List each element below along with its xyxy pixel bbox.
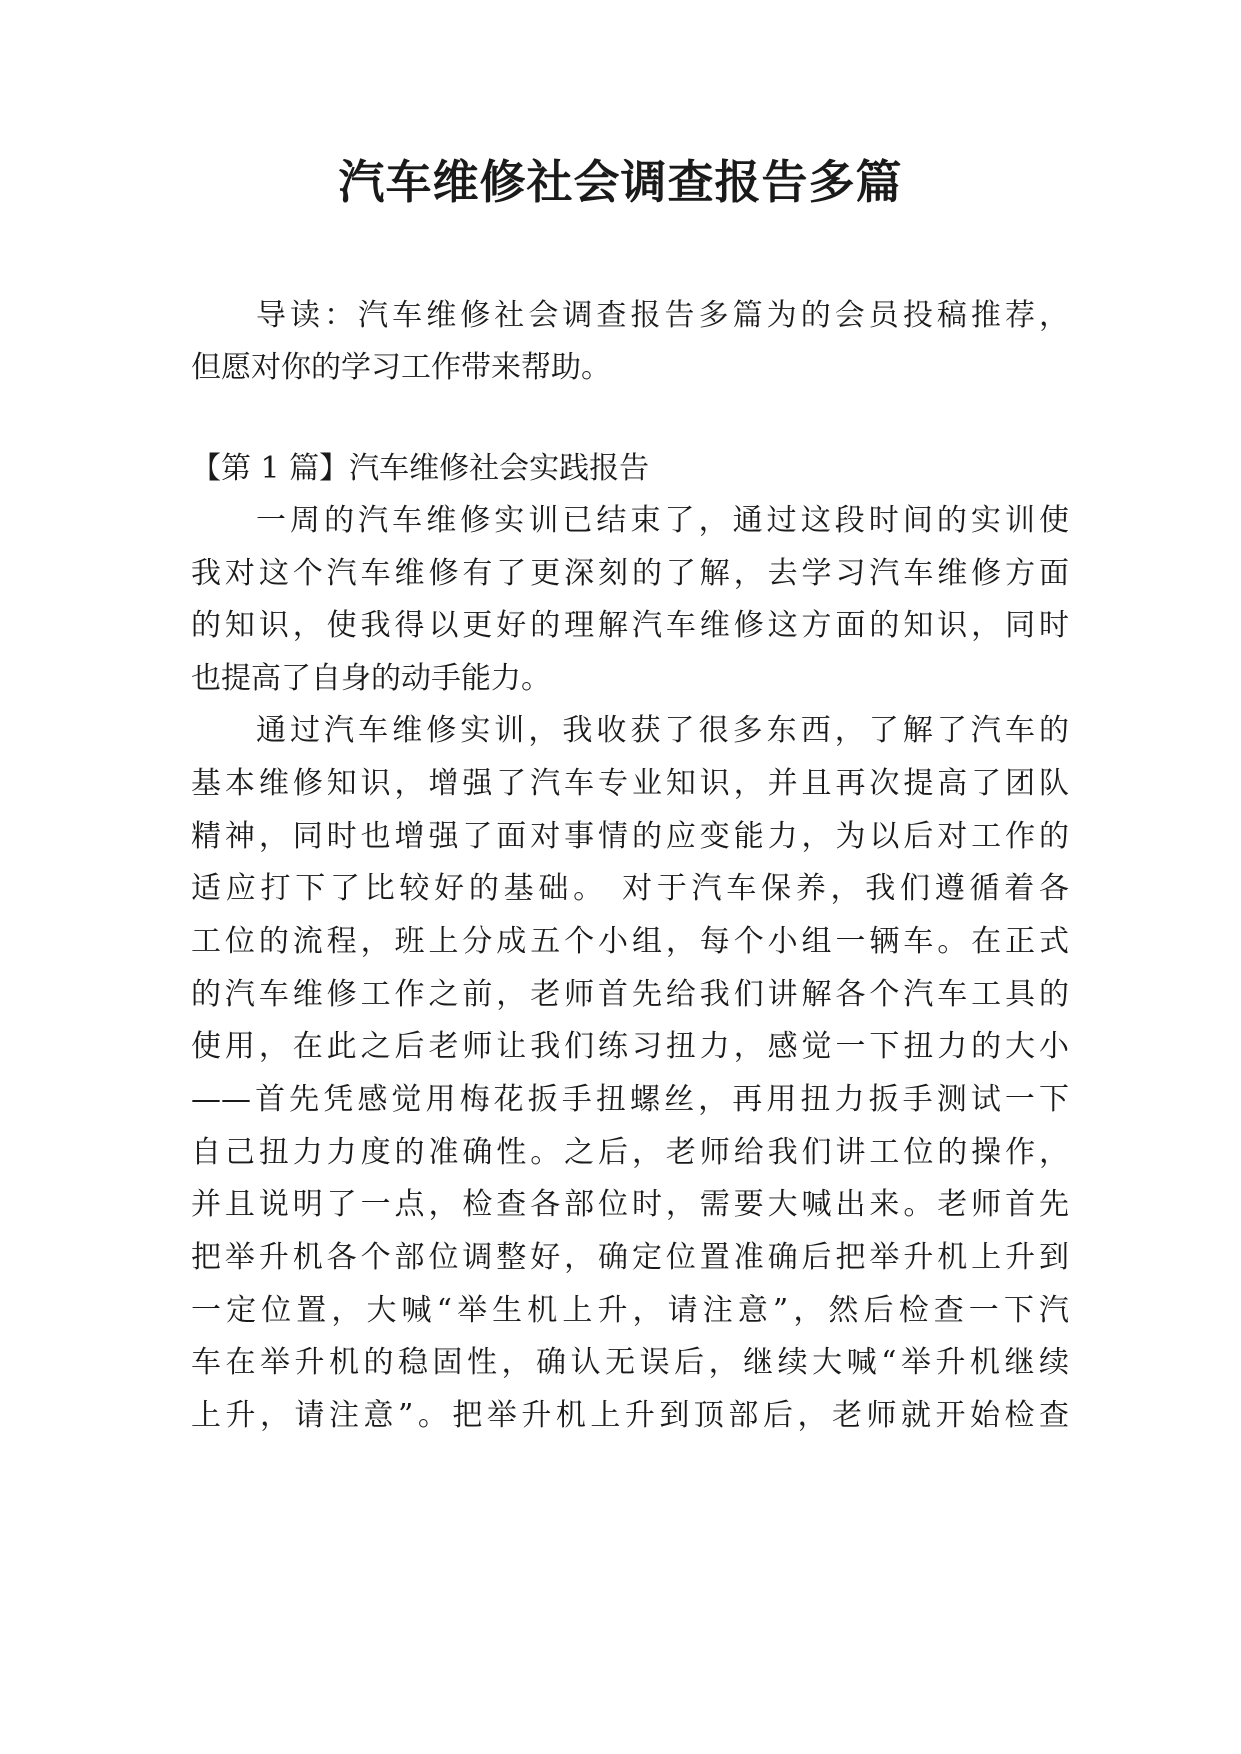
body-line: 并且说明了一点，检查各部位时，需要大喊出来。老师首先 [191, 1187, 1069, 1222]
document-title: 汽车维修社会调查报告多篇 [338, 155, 903, 209]
body-line: 基本维修知识，增强了汽车专业知识，并且再次提高了团队 [191, 766, 1069, 801]
body-line: 也提高了自身的动手能力。 [191, 661, 551, 696]
intro-line: 但愿对你的学习工作带来帮助。 [191, 350, 611, 385]
body-line: 的汽车维修工作之前，老师首先给我们讲解各个汽车工具的 [191, 977, 1069, 1012]
intro-line: 导读：汽车维修社会调查报告多篇为的会员投稿推荐， [256, 298, 1069, 333]
body-line: 一周的汽车维修实训已结束了，通过这段时间的实训使 [256, 503, 1069, 538]
body-line: 精神，同时也增强了面对事情的应变能力，为以后对工作的 [191, 819, 1069, 854]
body-line: 自己扭力力度的准确性。之后，老师给我们讲工位的操作， [191, 1135, 1069, 1170]
body-line: 通过汽车维修实训，我收获了很多东西，了解了汽车的 [256, 713, 1069, 748]
body-line: 我对这个汽车维修有了更深刻的了解，去学习汽车维修方面 [191, 556, 1069, 591]
body-line: 适应打下了比较好的基础。 对于汽车保养，我们遵循着各 [191, 871, 1069, 906]
body-line: 上升，请注意”。把举升机上升到顶部后，老师就开始检查 [191, 1398, 1069, 1433]
body-line: 车在举升机的稳固性，确认无误后，继续大喊“举升机继续 [191, 1345, 1069, 1380]
body-line: 一定位置，大喊“举生机上升，请注意”，然后检查一下汽 [191, 1293, 1069, 1328]
body-line: 工位的流程，班上分成五个小组，每个小组一辆车。在正式 [191, 924, 1069, 959]
body-line: 使用，在此之后老师让我们练习扭力，感觉一下扭力的大小 [191, 1029, 1069, 1064]
section-heading: 【第 1 篇】汽车维修社会实践报告 [191, 451, 650, 486]
body-line: ——首先凭感觉用梅花扳手扭螺丝，再用扭力扳手测试一下 [191, 1082, 1069, 1117]
body-line: 的知识，使我得以更好的理解汽车维修这方面的知识，同时 [191, 608, 1069, 643]
body-line: 把举升机各个部位调整好，确定位置准确后把举升机上升到 [191, 1240, 1069, 1275]
